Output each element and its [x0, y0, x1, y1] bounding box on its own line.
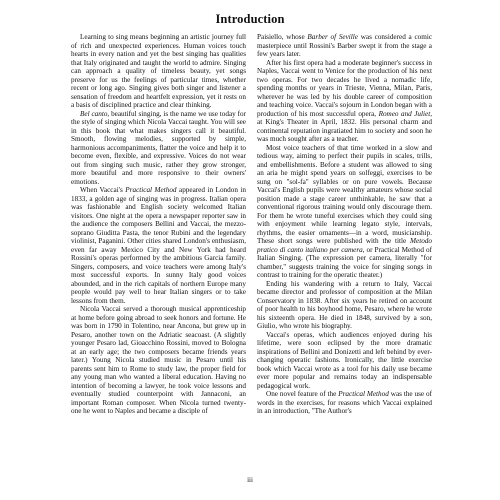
right-column	[257, 33, 432, 416]
paragraph: Learning to sing means beginning an artistic journey full of rich and unexpected experiences. Human voices touch hearts in every nation and yet the best singing has qualities that Italy originated and taught the world to admire. Singing can approach a quality of timeless beauty, yet songs preserve for us the feelings of particular times, whether recent or long ago. Singing gives both singer and listener a sensation of freedom and heartfelt expression, yet it rests on a basis of disciplined practice and clear thinking.	[71, 33, 246, 109]
paragraph: Vaccai's operas, which audiences enjoyed during his lifetime, were soon eclipsed by the more dramatic inspirations of Bellini and Donizetti and left behind by ever-changing operatic fashions. Ironically, the little exercise book which Vaccai wrote as a tool for his daily use became ever more popular and remains today an indispensable pedagogical work.	[257, 330, 432, 390]
paragraph: After his first opera had a moderate beginner's success in Naples, Vaccai went to Venice for the production of his next two operas. For two decades he lived a nomadic life, spending months or years in Trieste, Vienna, Milan, Paris, wherever he was led by his double career of composition and teaching voice. Vaccai's sojourn in London began with a production of his most successful opera, Romeo and Juliet, at King's Theater in April, 1832. His personal charm and continental reputation ingratiated him to society and soon he was much sought after as a teacher.	[257, 58, 432, 143]
paragraph: Ending his wandering with a return to Italy, Vaccai became director and professor of composition at the Milan Conservatory in 1838. After six years he retired on account of poor health to his boyhood home, Pesaro, where he wrote his sixteenth opera. He died in 1848, survived by a son, Giulio, who wrote his biography.	[257, 279, 432, 330]
page-title: Introduction	[215, 12, 285, 26]
paragraph: Paisiello, whose Barber of Seville was considered a comic masterpiece until Rossini's Barber swept it from the stage a few years later.	[257, 33, 433, 58]
paragraph: When Vaccai's Practical Method appeared in London in 1833, a golden age of singing was in progress. Italian opera was fashionable and English society welcomed Italian visitors. One night at the opera a newspaper reporter saw in the audience the composers Bellini and Vaccai, the mezzo-soprano Giuditta Pasta, the tenor Rubini and the legendary violinist, Paganini. Other cities shared London's enthusiasm, even far away Mexico City and New York had heard Rossini's operas performed by the ambitious Garcia family. Singers, composers, and voice teachers were among Italy's most successful exports. In sunny Italy good voices abounded, and in the rich capitals of northern Europe many people would pay well to hear Italian singers or to take lessons from them.	[71, 186, 247, 305]
paragraph: One novel feature of the Practical Method was the use of words in the exercises, for reasons which Vaccai explained in an introduction, "The Author's	[257, 390, 433, 415]
page-number: iii	[247, 476, 253, 484]
paragraph: Nicola Vaccai served a thorough musical apprenticeship at home before going abroad to seek honors and fortune. He was born in 1790 in Tolentino, near Ancona, but grew up in Pesaro, another town on the Adriatic seacoast. (A slightly younger Pesaro lad, Gioacchino Rossini, moved to Bologna at an early age; the two composers became friends years later.) Young Nicola studied music in Pesaro until his parents sent him to Rome to study law, the proper field for any young man who wanted a liberal education. Having no intention of becoming a lawyer, he took voice lessons and eventually studied counterpoint with Jannaconi, an important Roman composer. When Nicola turned twenty-one he went to Naples and became a disciple of	[71, 305, 246, 415]
paragraph: Bel canto, beautiful singing, is the name we use today for the style of singing which Nicola Vaccai taught. You will see in this book that what makes singers call it beautiful. Smooth, flowing melodies, supported by simple, harmonious accompaniments, flatter the voice and help it to become even, flexible, and expressive. Voices do not wear out from singing such music, rather they grow stronger, more beautiful and more responsive to their owners' emotions.	[71, 109, 246, 186]
paragraph: Most voice teachers of that time worked in a slow and tedious way, aiming to perfect their pupils in scales, trills, and embellishments. Before a student was allowed to sing an aria he might spend years on solfeggi, exercises to be sung on "sol-fa" syllables or on pure vowels. Because Vaccai's English pupils were wealthy amateurs whose social position made a stage career unthinkable, he saw that a conventional rigorous training would only discourage them. For them he wrote tuneful exercises which they could sing with enjoyment while learning legato style, intervals, rhythms, the easier ornaments—in a word, musicianship. These short songs were published with the title Metodo pratico di canto italiano per camera, or Practical Method of Italian Singing. (The expression per camera, literally "for chamber," suggests training the voice for singing songs in contrast to training for the operatic theater.)	[257, 143, 432, 279]
left-column	[71, 33, 246, 416]
